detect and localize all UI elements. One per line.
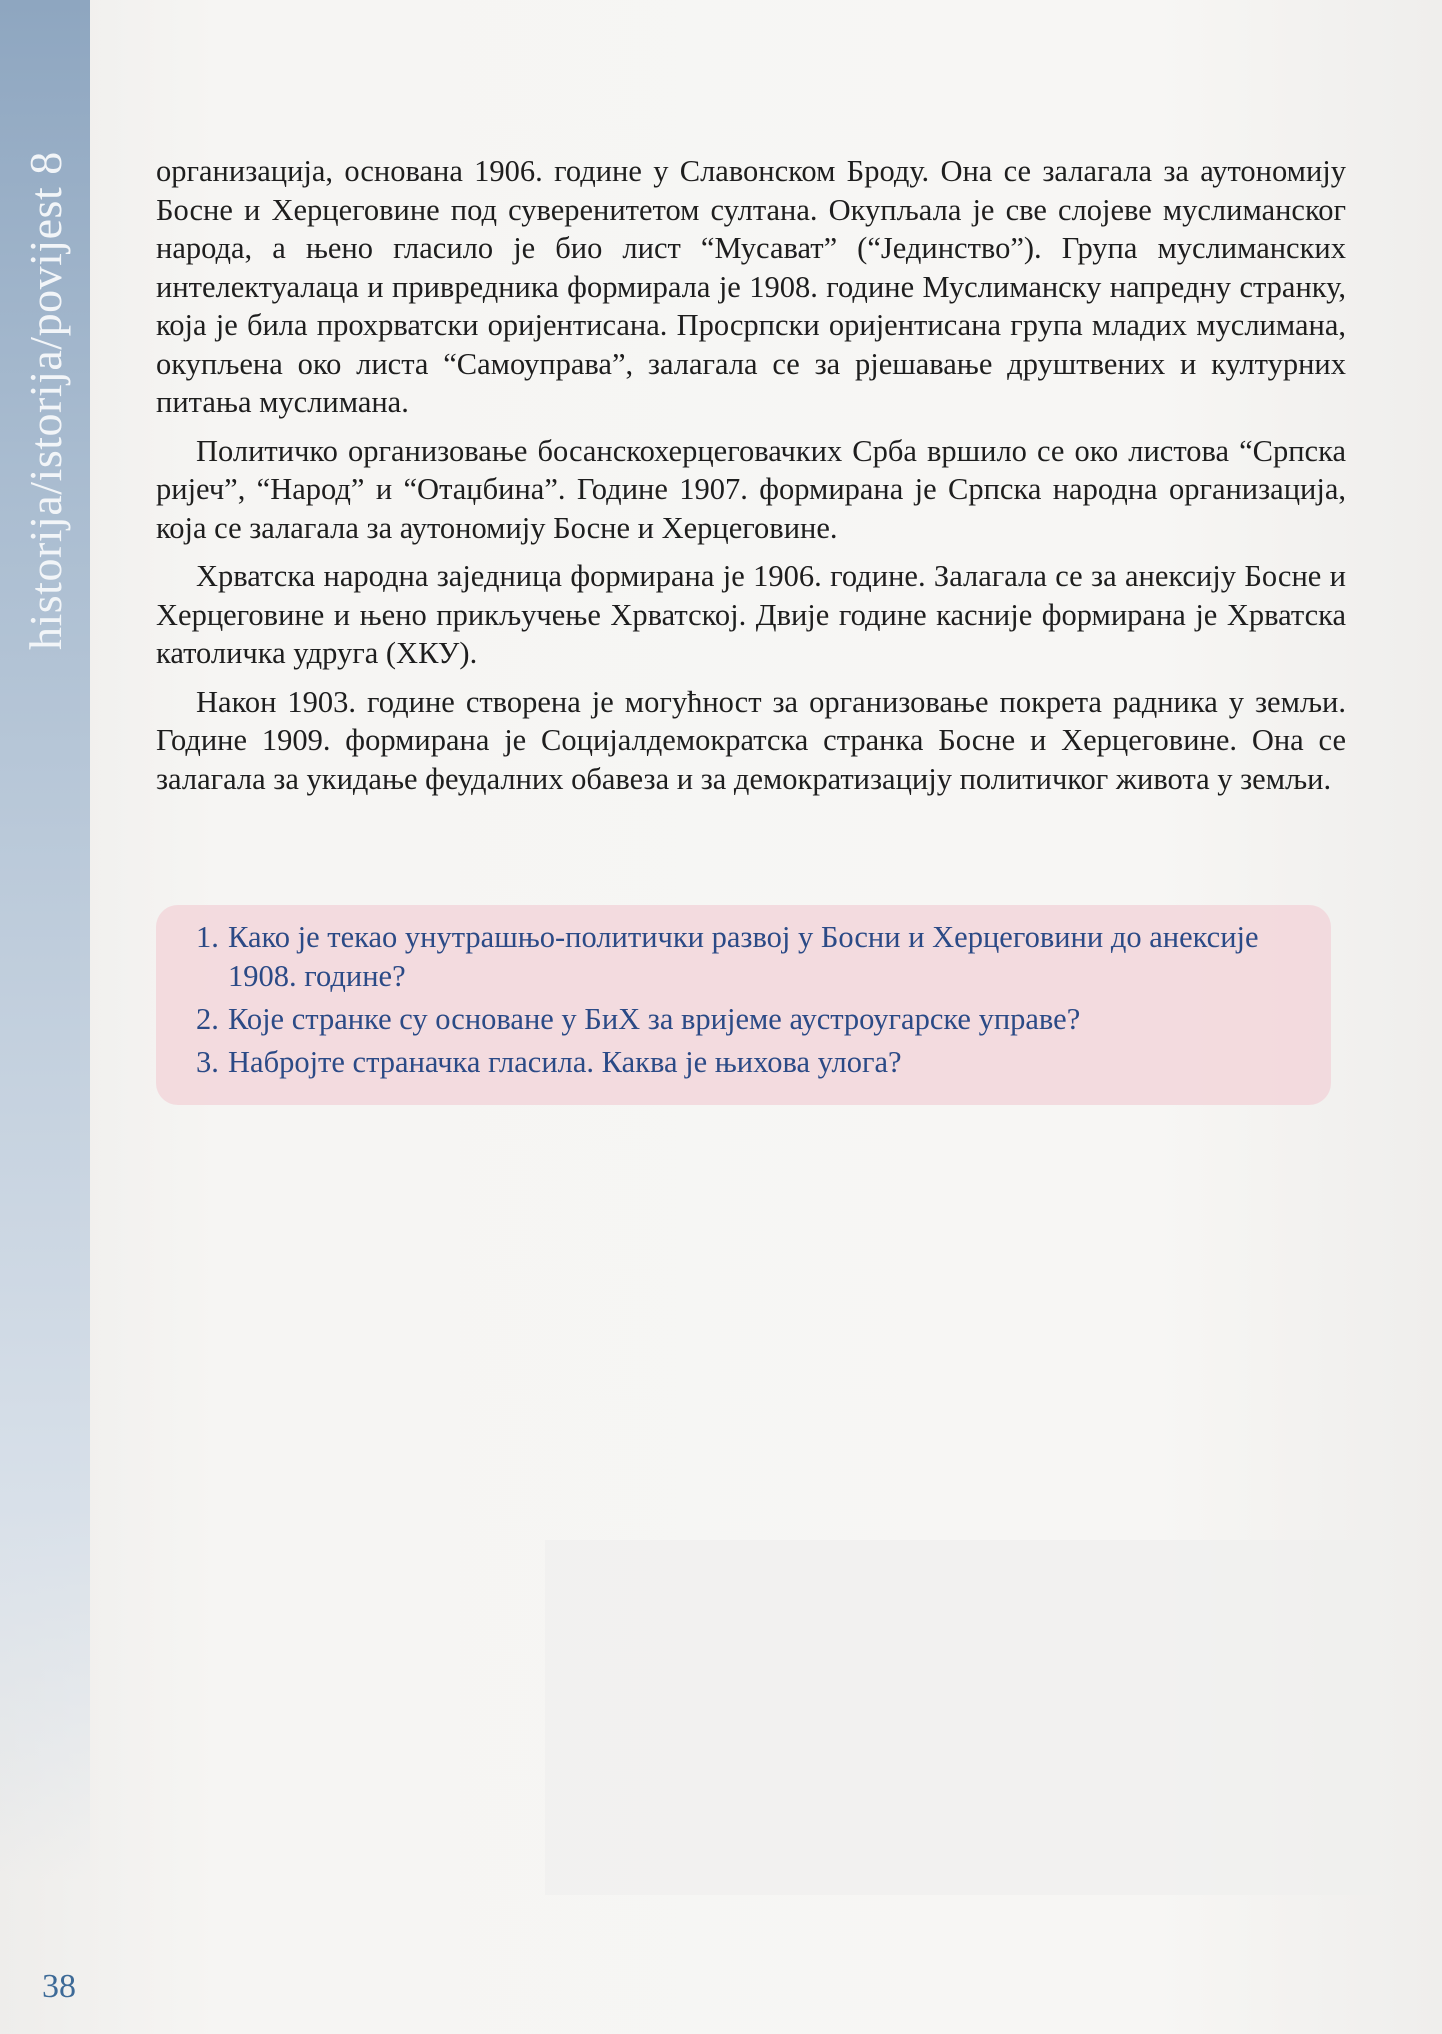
paragraph: Политичко организовање босанскохерцеговачких Срба вршило се око листова “Српска ријеч”, “Народ” и “Отаџбина”. Године 1907. формирана је Српска народна организација, која се залагала за аутономију Босне и Херцеговине. [156,433,1346,545]
question-number: 2. [196,1002,219,1036]
bleed-through-area [545,1540,1380,1895]
question-number: 3. [196,1045,219,1079]
paragraph: Хрватска народна заједница формирана је 1906. године. Залагала се за анексију Босне и Херцеговине и њено прикључење Хрватској. Двије године касније формирана је Хрватска католичка удруга (ХКУ). [156,559,1346,670]
question-text: Набројте страначка гласила. Каква је њихова улога? [228,1045,902,1079]
question-item [196,1043,1296,1082]
review-questions-list [196,918,1296,1086]
page-spine-band [0,0,90,1880]
question-text: Како је текао унутрашњо-политички развој у Босни и Херцеговини до анексије 1908. године? [228,920,1259,993]
page-number: 38 [42,1968,76,2005]
question-item [196,918,1296,996]
running-title: historija/istorija/povijest 8 [20,151,71,650]
question-text: Које странке су основане у БиХ за вријеме аустроугарске управе? [228,1002,1081,1036]
body-text [156,152,1346,808]
paragraph: организација, основана 1906. године у Славонском Броду. Она се залагала за аутономију Босне и Херцеговине под суверенитетом султана. Окупљала је све слојеве муслиманског народа, а њено гласило је био лист “Мусават” (“Јединство”). Група муслиманских интелектуалаца и привредника формирала је 1908. године Муслиманску напредну странку, која је била прохрватски оријентисана. Просрпски оријентисана група младих муслимана, окупљена око листа “Самоуправа”, залагала се за рјешавање друштвених и културних питања муслимана. [156,154,1346,419]
question-item [196,1000,1296,1039]
question-number: 1. [196,920,219,954]
paragraph: Након 1903. године створена је могућност за организовање покрета радника у земљи. Године 1909. формирана је Социјалдемократска странка Босне и Херцеговине. Она се залагала за укидање феудалних обавеза и за демократизацију политичког живота у земљи. [156,684,1346,796]
